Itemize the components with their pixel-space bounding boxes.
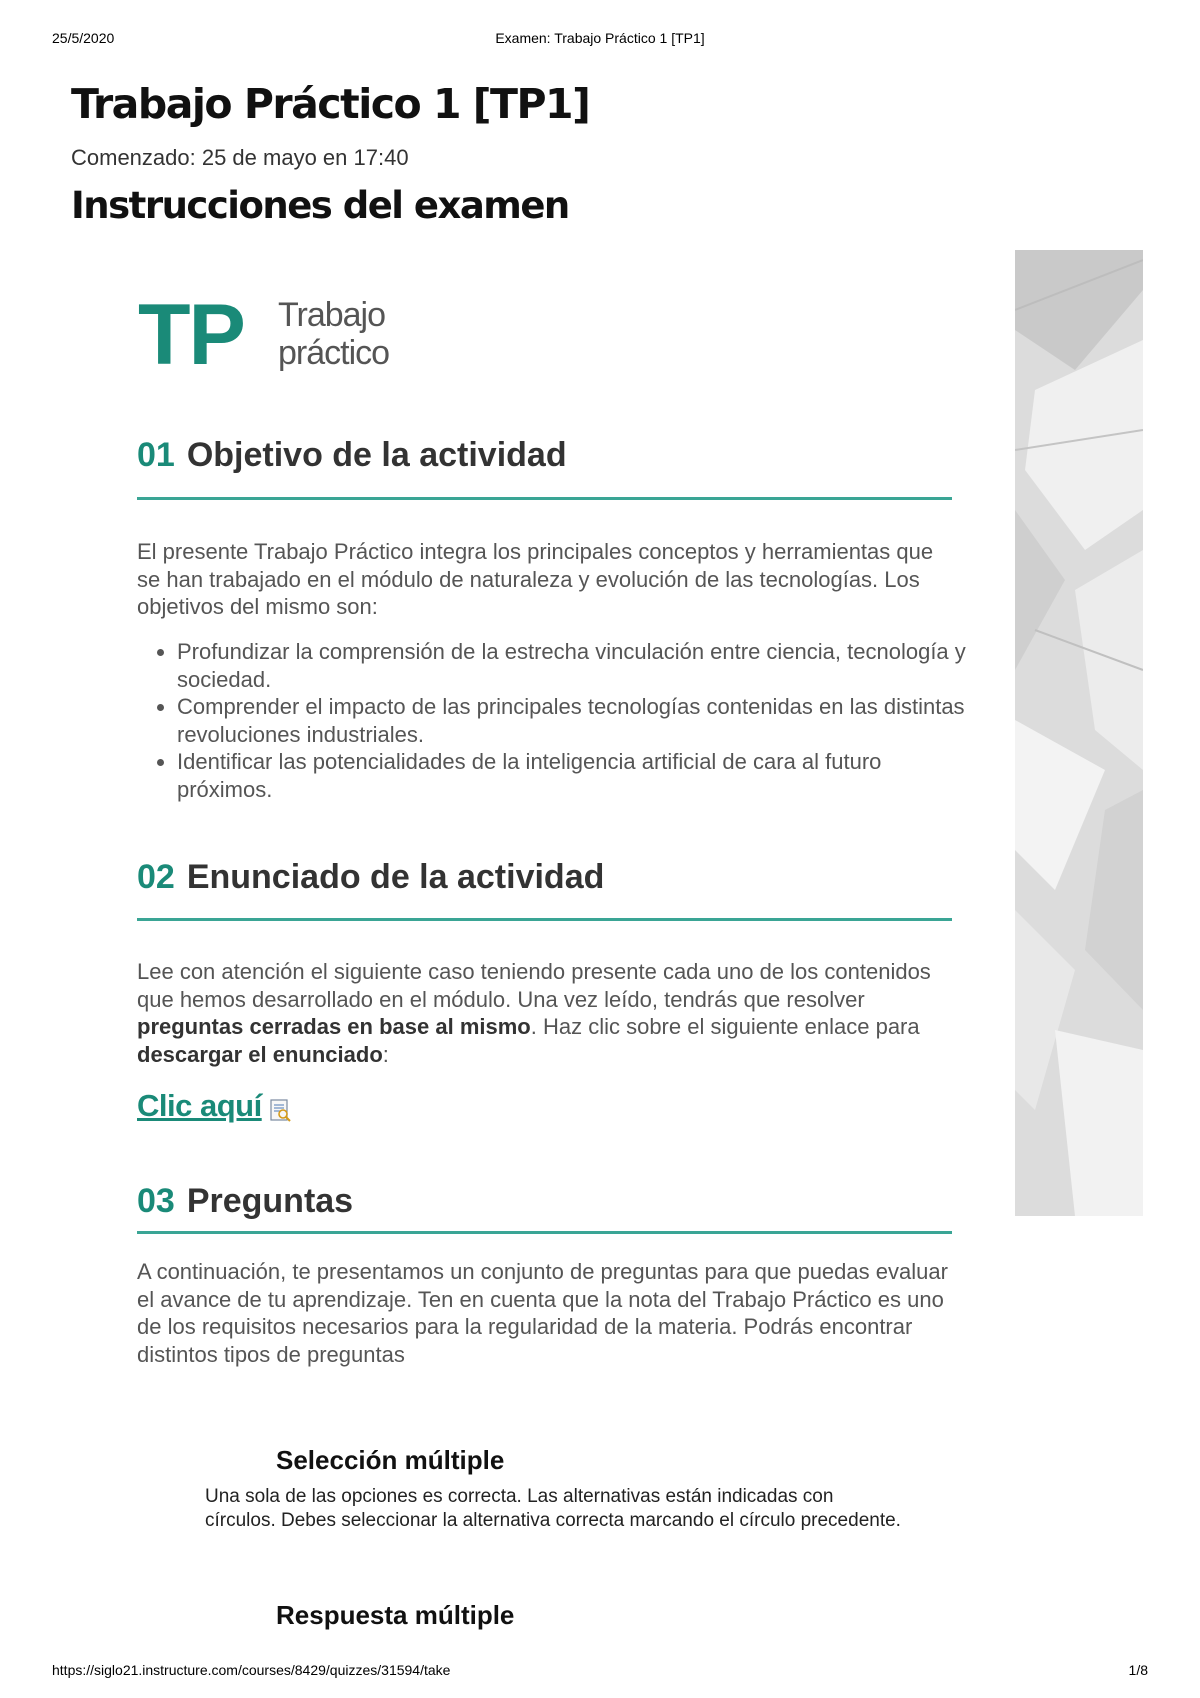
decorative-architecture-image <box>1015 250 1143 1216</box>
objectives-list <box>137 638 977 803</box>
bold-text: preguntas cerradas en base al mismo <box>137 1014 531 1039</box>
section-title: Enunciado de la actividad <box>186 858 605 896</box>
logo-line-1: Trabajo <box>278 296 386 334</box>
print-date: 25/5/2020 <box>52 30 115 46</box>
section-number: 01 <box>137 436 175 474</box>
section-title: Preguntas <box>186 1182 354 1220</box>
download-link-row <box>137 1088 292 1124</box>
question-type-title: Selección múltiple <box>276 1445 505 1475</box>
section-number: 03 <box>137 1182 175 1220</box>
question-type-title: Respuesta múltiple <box>276 1600 515 1630</box>
started-timestamp: Comenzado: 25 de mayo en 17:40 <box>71 145 409 170</box>
print-page-number: 1/8 <box>1128 1662 1148 1678</box>
print-url: https://siglo21.instructure.com/courses/8429/quizzes/31594/take <box>52 1662 451 1678</box>
section-01-intro: El presente Trabajo Práctico integra los principales conceptos y herramientas que se han trabajado en el módulo de naturaleza y evolución de las tecnologías. Los objetivos del mismo son: <box>137 539 934 619</box>
list-item: • Identificar las potencialidades de la inteligencia artificial de cara al futuro próximos. <box>177 748 977 803</box>
section-03-text: A continuación, te presentamos un conjunto de preguntas para que puedas evaluar el avance de tu aprendizaje. Ten en cuenta que la nota del Trabajo Práctico es uno de los requisitos necesarios para la regularidad de la materia. Podrás encontrar distintos tipos de preguntas <box>137 1259 948 1367</box>
logo-tp-mark: TP <box>138 287 244 383</box>
print-page-title: Examen: Trabajo Práctico 1 [TP1] <box>495 30 705 46</box>
section-01-heading <box>137 436 567 475</box>
bold-text: descargar el enunciado <box>137 1041 383 1067</box>
section-02-heading <box>137 858 604 897</box>
text-segment: Lee con atención el siguiente caso teniendo presente cada uno de los contenidos que hemos desarrollado en el módulo. Una vez leído, tendrás que resolver <box>137 959 931 1012</box>
quiz-title: Trabajo Práctico 1 [TP1] <box>71 80 590 128</box>
logo-line-2: práctico <box>278 334 390 372</box>
list-item: • Comprender el impacto de las principales tecnologías contenidas en las distintas revoluciones industriales. <box>177 693 977 748</box>
download-statement-link[interactable]: Clic aquí <box>137 1088 262 1123</box>
text-segment: . Haz clic sobre el siguiente enlace para <box>530 1014 920 1039</box>
section-divider <box>137 497 952 500</box>
document-preview-icon[interactable] <box>268 1098 292 1122</box>
section-number: 02 <box>137 858 175 896</box>
list-item: • Profundizar la comprensión de la estrecha vinculación entre ciencia, tecnología y sociedad. <box>177 638 977 693</box>
question-type-description: Una sola de las opciones es correcta. Las alternativas están indicadas con círculos. Debes seleccionar la alternativa correcta marcando el círculo precedente. <box>205 1486 901 1531</box>
text-segment: : <box>382 1041 389 1067</box>
section-title: Objetivo de la actividad <box>186 436 567 474</box>
section-02-text <box>137 958 962 1068</box>
logo-text <box>278 296 389 372</box>
section-03-heading <box>137 1182 353 1221</box>
instructions-heading: Instrucciones del examen <box>71 184 569 227</box>
section-divider <box>137 1231 952 1234</box>
section-divider <box>137 918 952 921</box>
